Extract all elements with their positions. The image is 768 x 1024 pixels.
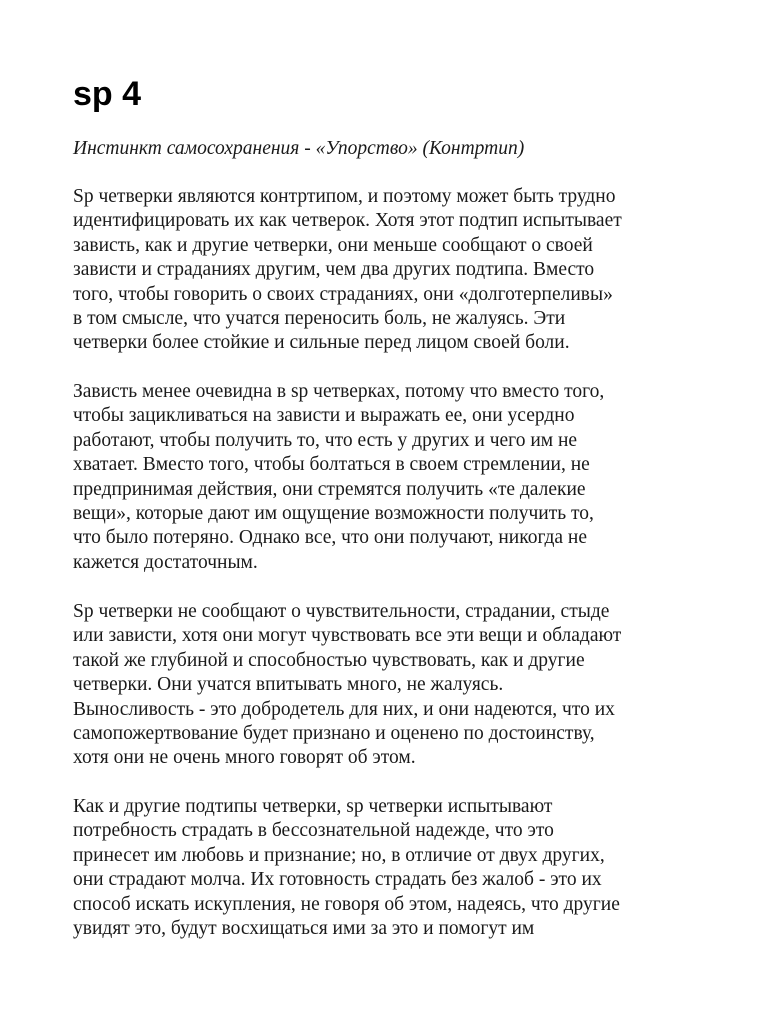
text-line: хватает. Вместо того, чтобы болтаться в своем стремлении, не xyxy=(73,454,590,476)
text-line: самопожертвование будет признано и оценено по достоинству, xyxy=(73,723,595,745)
document-subtitle: Инстинкт самосохранения - «Упорство» (Контртип) xyxy=(73,138,525,159)
text-line: что было потеряно. Однако все, что они получают, никогда не xyxy=(73,527,588,549)
text-line: Зависть менее очевидна в sp четверках, потому что вместо того, xyxy=(73,381,605,402)
paragraph-2 xyxy=(73,380,604,575)
text-line: Sp четверки являются контртипом, и поэтому может быть трудно xyxy=(73,186,616,207)
paragraph-4 xyxy=(73,795,620,941)
text-line: Как и другие подтипы четверки, sp четверки испытывают xyxy=(73,796,553,817)
text-line: в том смысле, что учатся переносить боль, не жалуясь. Эти xyxy=(73,308,566,330)
text-line: идентифицировать их как четверок. Хотя этот подтип испытывает xyxy=(73,210,622,232)
paragraph-1 xyxy=(73,185,622,356)
text-line: четверки более стойкие и сильные перед лицом своей боли. xyxy=(73,332,570,354)
text-line: зависти и страданиях другим, чем два других подтипа. Вместо xyxy=(73,259,595,281)
text-line: Выносливость - это добродетель для них, и они надеются, что их xyxy=(73,698,615,720)
text-line: увидят это, будут восхищаться ими за это и помогут им xyxy=(73,918,535,940)
text-line: такой же глубиной и способностью чувствовать, как и другие xyxy=(73,649,585,671)
text-line: работают, чтобы получить то, что есть у других и чего им не xyxy=(73,429,578,451)
text-line: или зависти, хотя они могут чувствовать все эти вещи и обладают xyxy=(73,625,622,647)
document-heading: sp 4 xyxy=(73,75,142,113)
text-line: кажется достаточным. xyxy=(73,551,258,573)
text-line: вещи», которые дают им ощущение возможности получить то, xyxy=(73,503,594,525)
text-line: они страдают молча. Их готовность страдать без жалоб - это их xyxy=(73,869,602,891)
text-line: Sp четверки не сообщают о чувствительности, страдании, стыде xyxy=(73,601,610,622)
text-line: хотя они не очень много говорят об этом. xyxy=(73,747,416,769)
text-line: способ искать искупления, не говоря об этом, надеясь, что другие xyxy=(73,893,620,915)
text-line: потребность страдать в бессознательной надежде, что это xyxy=(73,820,554,842)
text-line: предпринимая действия, они стремятся получить «те далекие xyxy=(73,478,586,500)
paragraph-3 xyxy=(73,600,621,771)
text-line: принесет им любовь и признание; но, в отличие от двух других, xyxy=(73,844,605,866)
text-line: зависть, как и другие четверки, они меньше сообщают о своей xyxy=(73,234,593,256)
text-line: того, чтобы говорить о своих страданиях, они «долготерпеливы» xyxy=(73,283,613,305)
text-line: чтобы зацикливаться на зависти и выражать ее, они усердно xyxy=(73,405,575,427)
text-line: четверки. Они учатся впитывать много, не жалуясь. xyxy=(73,674,504,696)
